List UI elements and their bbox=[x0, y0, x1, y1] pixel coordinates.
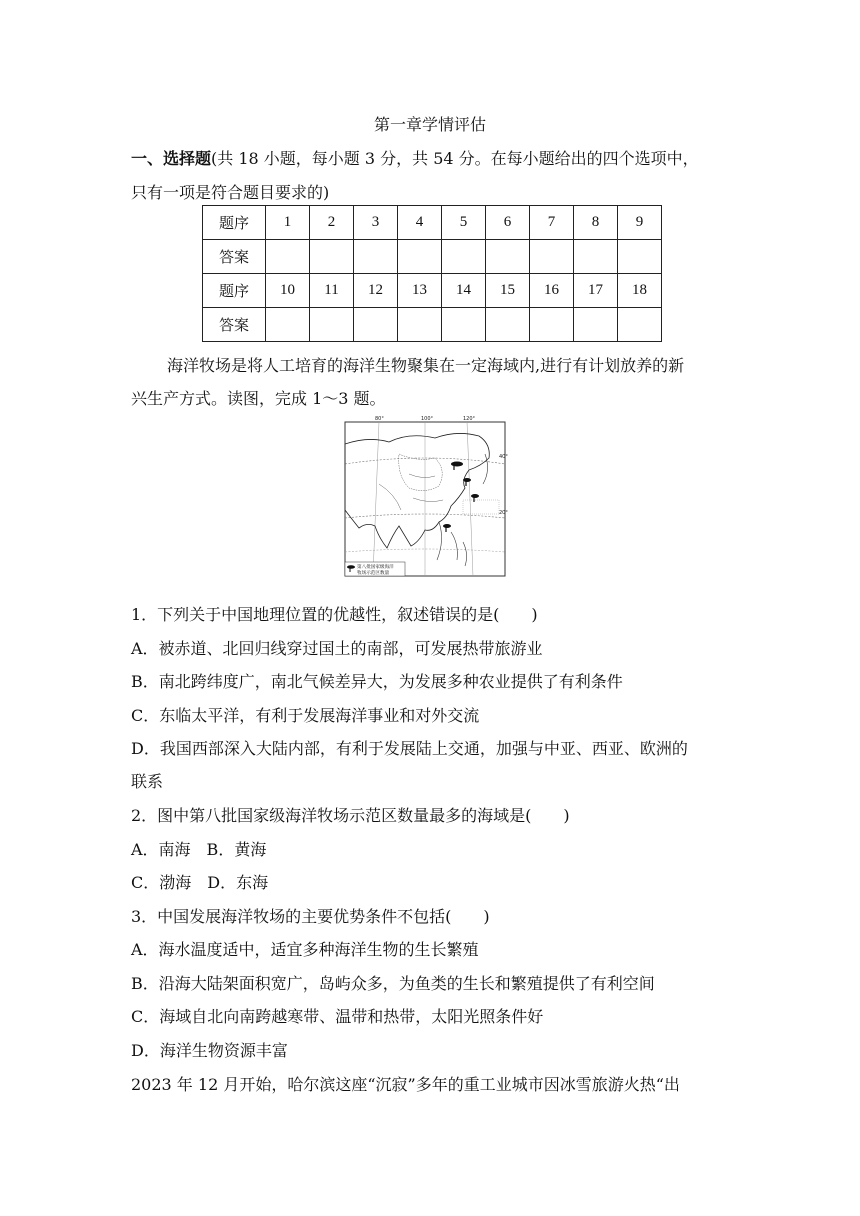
page-title: 第一章学情评估 bbox=[373, 115, 486, 134]
answer-blank-cell[interactable] bbox=[398, 308, 442, 342]
lat-label-40: 40° bbox=[499, 454, 508, 460]
answer-blank-cell[interactable] bbox=[354, 240, 398, 274]
number-row-label: 题序 bbox=[203, 206, 266, 240]
question-number-cell: 10 bbox=[266, 274, 310, 308]
question-3-option-a: A．海水温度适中，适宜多种海洋生物的生长繁殖 bbox=[131, 940, 479, 959]
number-row-label: 题序 bbox=[203, 274, 266, 308]
answer-blank-cell[interactable] bbox=[486, 308, 530, 342]
question-number-cell: 8 bbox=[574, 206, 618, 240]
question-number-cell: 5 bbox=[442, 206, 486, 240]
answer-blank-cell[interactable] bbox=[442, 308, 486, 342]
answer-blank-cell[interactable] bbox=[574, 308, 618, 342]
question-1-option-d-cont: 联系 bbox=[131, 772, 164, 791]
question-2-options-cd: C．渤海 D．东海 bbox=[131, 873, 269, 892]
answer-blank-cell[interactable] bbox=[530, 240, 574, 274]
question-number-cell: 16 bbox=[530, 274, 574, 308]
answer-row bbox=[203, 308, 662, 342]
answer-blank-cell[interactable] bbox=[442, 240, 486, 274]
asia-map-figure bbox=[339, 414, 511, 584]
question-number-cell: 14 bbox=[442, 274, 486, 308]
passage-text: 海洋牧场是将人工培育的海洋生物聚集在一定海域内,进行有计划放养的新 bbox=[167, 356, 685, 375]
question-number-cell: 9 bbox=[618, 206, 662, 240]
question-number-cell: 2 bbox=[310, 206, 354, 240]
question-number-cell: 3 bbox=[354, 206, 398, 240]
answer-row-label: 答案 bbox=[203, 240, 266, 274]
question-number-cell: 18 bbox=[618, 274, 662, 308]
question-number-cell: 17 bbox=[574, 274, 618, 308]
passage-2-text: 2023 年 12 月开始，哈尔滨这座“沉寂”多年的重工业城市因冰雪旅游火热“出 bbox=[131, 1075, 680, 1094]
question-3-option-b: B．沿海大陆架面积宽广，岛屿众多，为鱼类的生长和繁殖提供了有利空间 bbox=[131, 974, 655, 993]
answer-blank-cell[interactable] bbox=[486, 240, 530, 274]
map-legend bbox=[345, 562, 405, 576]
question-1-option-c: C．东临太平洋，有利于发展海洋事业和对外交流 bbox=[131, 706, 480, 725]
answer-blank-cell[interactable] bbox=[618, 240, 662, 274]
answer-blank-cell[interactable] bbox=[354, 308, 398, 342]
question-1-option-b: B．南北跨纬度广，南北气候差异大，为发展多种农业提供了有利条件 bbox=[131, 672, 623, 691]
answer-blank-cell[interactable] bbox=[530, 308, 574, 342]
answer-table bbox=[202, 205, 662, 342]
lon-label-120: 120° bbox=[463, 416, 476, 422]
section-heading: 一、选择题 bbox=[131, 149, 212, 168]
answer-blank-cell[interactable] bbox=[266, 308, 310, 342]
question-1-stem: 1．下列关于中国地理位置的优越性，叙述错误的是( ) bbox=[131, 605, 538, 624]
question-number-cell: 7 bbox=[530, 206, 574, 240]
instructions-text: (共 18 小题，每小题 3 分，共 54 分。在每小题给出的四个选项中， bbox=[211, 149, 699, 168]
number-row bbox=[203, 206, 662, 240]
lon-label-80: 80° bbox=[375, 416, 384, 422]
number-row bbox=[203, 274, 662, 308]
answer-blank-cell[interactable] bbox=[574, 240, 618, 274]
answer-blank-cell[interactable] bbox=[310, 240, 354, 274]
question-number-cell: 13 bbox=[398, 274, 442, 308]
question-1-option-a: A．被赤道、北回归线穿过国土的南部，可发展热带旅游业 bbox=[131, 639, 543, 658]
section-instructions bbox=[131, 146, 731, 169]
question-3-stem: 3．中国发展海洋牧场的主要优势条件不包括( ) bbox=[131, 907, 490, 926]
legend-text-1: 第八批国家级海洋 bbox=[357, 565, 394, 570]
answer-blank-cell[interactable] bbox=[266, 240, 310, 274]
question-number-cell: 1 bbox=[266, 206, 310, 240]
question-3-option-c: C．海域自北向南跨越寒带、温带和热带，太阳光照条件好 bbox=[131, 1007, 544, 1026]
answer-row bbox=[203, 240, 662, 274]
question-number-cell: 15 bbox=[486, 274, 530, 308]
question-number-cell: 12 bbox=[354, 274, 398, 308]
answer-blank-cell[interactable] bbox=[618, 308, 662, 342]
question-number-cell: 11 bbox=[310, 274, 354, 308]
question-number-cell: 4 bbox=[398, 206, 442, 240]
passage-text-cont: 兴生产方式。读图，完成 1～3 题。 bbox=[131, 389, 386, 408]
lat-label-20: 20° bbox=[499, 510, 508, 516]
legend-text-2: 牧场示范区数量 bbox=[357, 571, 390, 576]
question-3-option-d: D．海洋生物资源丰富 bbox=[131, 1041, 288, 1060]
instructions-text-cont: 只有一项是符合题目要求的) bbox=[131, 183, 330, 202]
question-2-stem: 2．图中第八批国家级海洋牧场示范区数量最多的海域是( ) bbox=[131, 806, 570, 825]
answer-blank-cell[interactable] bbox=[310, 308, 354, 342]
answer-blank-cell[interactable] bbox=[398, 240, 442, 274]
answer-row-label: 答案 bbox=[203, 308, 266, 342]
lon-label-100: 100° bbox=[421, 416, 434, 422]
question-number-cell: 6 bbox=[486, 206, 530, 240]
question-2-options-ab: A．南海 B．黄海 bbox=[131, 840, 267, 859]
question-1-option-d: D．我国西部深入大陆内部，有利于发展陆上交通，加强与中亚、西亚、欧洲的 bbox=[131, 739, 688, 758]
